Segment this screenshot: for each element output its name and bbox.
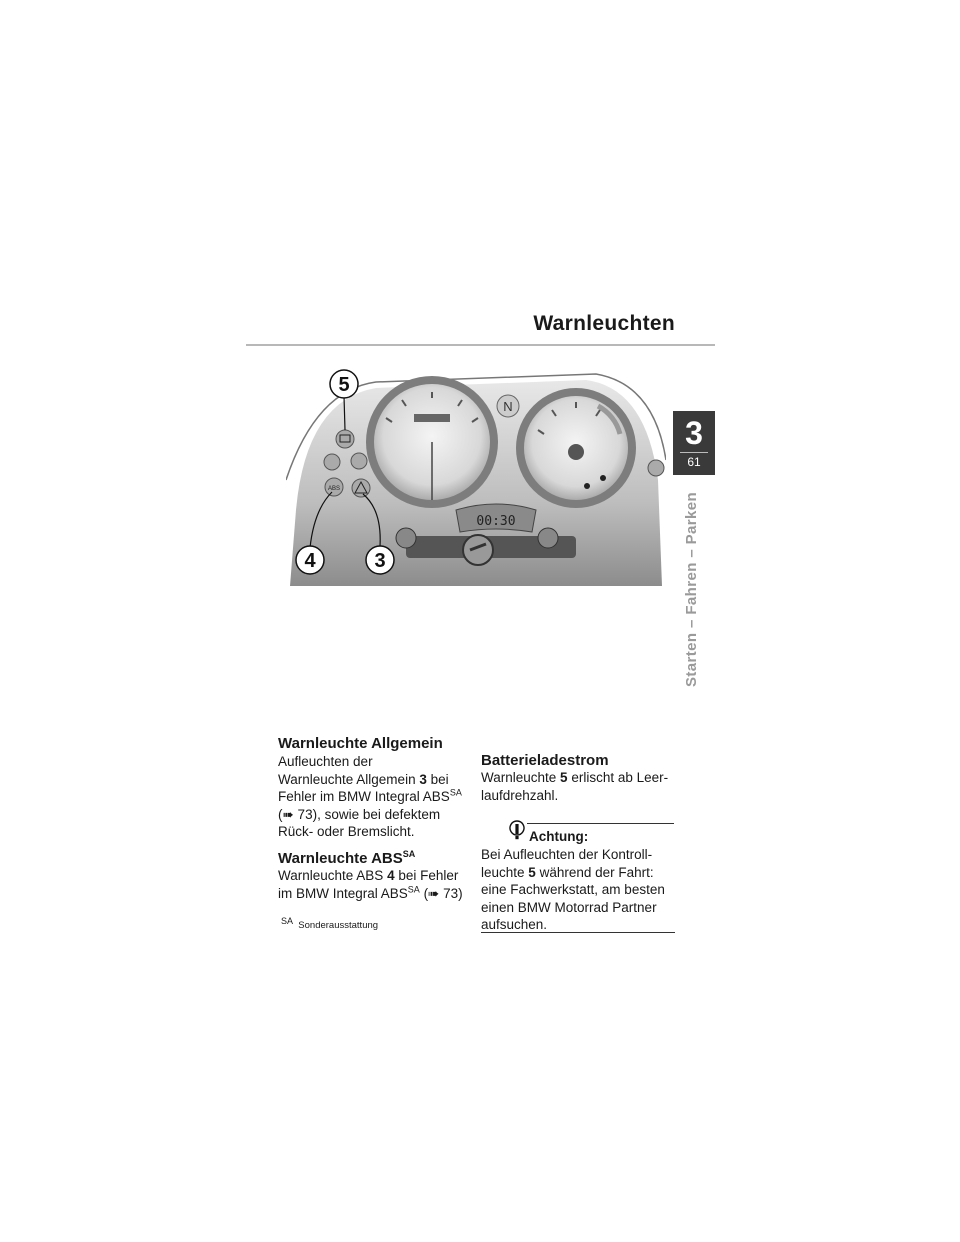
caution-label: Achtung: [529,829,589,844]
caution-bottom-rule [481,932,675,933]
footnote [281,915,379,931]
text-span: während der Fahrt: [535,864,654,880]
text-line: eine Fachwerkstatt, am besten [481,882,665,897]
text-line: Bei Aufleuchten der Kontroll- [481,847,653,862]
text-line [481,769,676,787]
caution-text [481,846,676,934]
page-number: 61 [687,455,701,469]
text-span: Warnleuchte ABS [278,868,388,883]
text-span: erlischt ab Leer- [567,770,669,785]
chapter-tab-divider [680,452,708,453]
battery-charge-text [481,769,676,804]
text-line: (➠ 73), sowie bei defektem [278,806,441,822]
text-line: Rück- oder Bremslicht. [278,824,415,839]
lcd-display: 00:30 [476,514,516,529]
abs-warning-text [278,867,468,902]
text-span: (➠ 73) [419,885,463,901]
callout-4: 4 [304,550,316,572]
text-span: bei [426,771,449,787]
sa-marker: SA [449,787,462,798]
ref-number: 5 [560,770,568,785]
sa-marker: SA [402,849,416,859]
ref-number: 4 [387,868,395,883]
chapter-number: 3 [685,415,703,451]
text-span: leuchte [481,864,529,880]
sa-marker: SA [407,884,420,894]
page-title: Warnleuchten [533,312,675,335]
ref-number: 3 [419,771,427,787]
svg-text:ABS: ABS [327,486,341,492]
text-line [278,788,468,806]
text-line: einen BMW Motorrad Partner [481,899,657,915]
footnote-marker: SA [281,915,294,926]
heading-text: Warnleuchte ABS [278,850,403,867]
heading-abs-warning [278,850,468,868]
footnote-text: Sonderausstattung [298,920,379,931]
caution-top-rule [527,823,674,824]
text-line: aufsuchen. [481,917,548,932]
chapter-side-label: Starten – Fahren – Parken [683,491,700,687]
text-line: laufdrehzahl. [481,787,559,803]
heading-battery-charge: Batterieladestrom [481,752,609,769]
callout-5: 5 [338,374,350,396]
text-line [278,771,468,789]
text-span: Warnleuchte Allgemein [278,771,420,787]
title-divider [246,344,715,346]
svg-text:N: N [503,399,513,414]
text-line: Aufleuchten der [278,754,373,769]
heading-general-warning: Warnleuchte Allgemein [278,735,443,752]
callout-3: 3 [374,550,386,572]
text-span: Fehler im BMW Integral ABS [278,789,450,804]
text-span: Warnleuchte [481,770,561,785]
instrument-cluster-photo [286,360,666,586]
ref-number: 5 [528,864,536,880]
text-span: bei Fehler [394,868,459,883]
text-span: im BMW Integral ABS [278,885,408,901]
general-warning-text [278,753,468,841]
caution-icon [509,820,525,842]
text-line [278,885,468,903]
text-line [278,867,468,885]
text-line [481,864,676,882]
